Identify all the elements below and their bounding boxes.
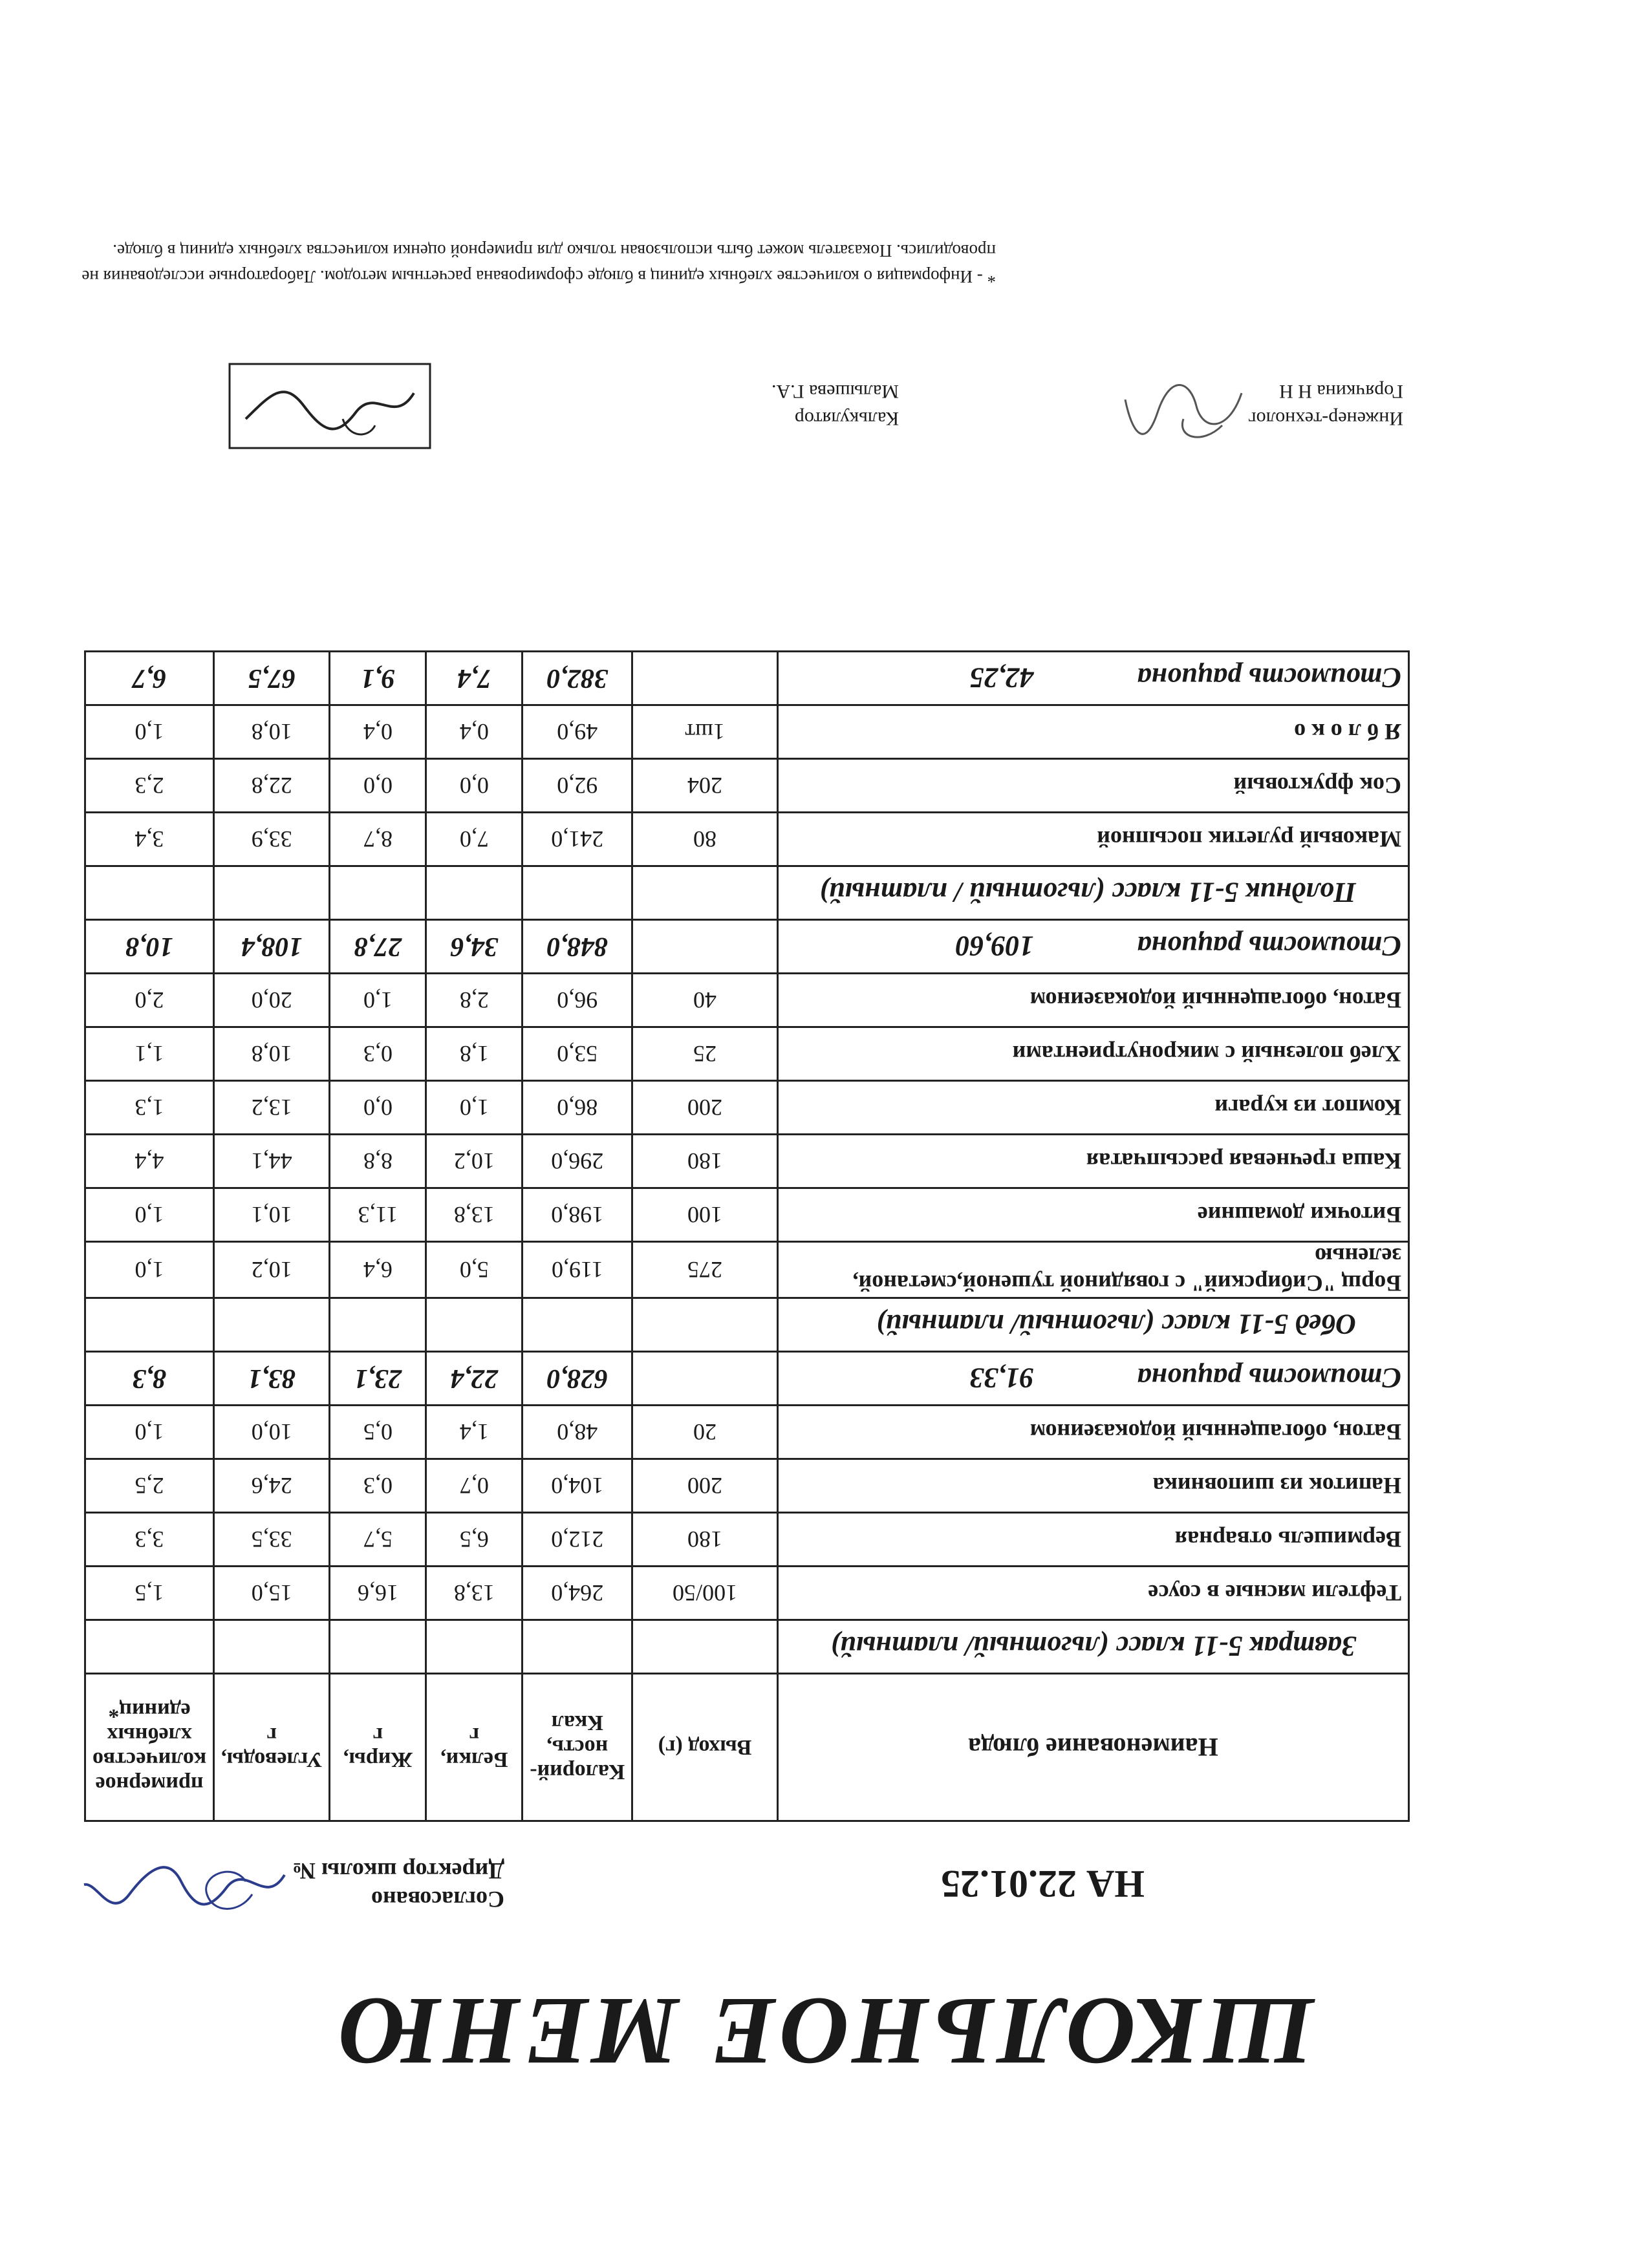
- approval-block: [292, 1857, 504, 1914]
- dish-xe: 1,0: [85, 1242, 214, 1298]
- dish-protein: 10,2: [426, 1135, 523, 1188]
- dish-output: 204: [632, 759, 778, 813]
- dish-carbs: 33,9: [214, 813, 330, 866]
- table-row: [85, 1188, 1409, 1242]
- empty-cell: [426, 1620, 523, 1674]
- total-kcal: 382,0: [523, 652, 632, 705]
- total-carbs: 83,1: [214, 1352, 330, 1406]
- dish-carbs: 10,8: [214, 1027, 330, 1081]
- dish-xe: 1,0: [85, 1188, 214, 1242]
- total-label-text: Стоимость рациона: [1137, 1362, 1401, 1395]
- dish-output: 100: [632, 1188, 778, 1242]
- empty-cell: [85, 1620, 214, 1674]
- dish-output: 275: [632, 1242, 778, 1298]
- total-row: [85, 652, 1409, 705]
- dish-fat: 5,7: [330, 1513, 426, 1567]
- header-fat: Жиры, г: [330, 1674, 426, 1821]
- table-row: [85, 1135, 1409, 1188]
- empty-cell: [426, 866, 523, 920]
- table-row: [85, 1027, 1409, 1081]
- dish-carbs: 44,1: [214, 1135, 330, 1188]
- dish-xe: 2,5: [85, 1459, 214, 1513]
- dish-xe: 1,3: [85, 1081, 214, 1135]
- total-protein: 34,6: [426, 920, 523, 974]
- table-row: [85, 1242, 1409, 1298]
- empty-cell: [523, 1620, 632, 1674]
- dish-output: 200: [632, 1459, 778, 1513]
- table-row: [85, 1567, 1409, 1620]
- dish-fat: 6,4: [330, 1242, 426, 1298]
- empty-cell: [523, 1298, 632, 1352]
- empty-cell: [85, 866, 214, 920]
- section-title: Завтрак 5-11 класс (льготный/ платный): [777, 1620, 1408, 1674]
- approval-director-label: Директор школы №: [292, 1858, 504, 1884]
- header-bread-units: примерное количество хлебных единиц*: [85, 1674, 214, 1821]
- empty-cell: [632, 920, 778, 974]
- header-output: Выход (г): [632, 1674, 778, 1821]
- total-fat: 27,8: [330, 920, 426, 974]
- dish-carbs: 15,0: [214, 1567, 330, 1620]
- dish-kcal: 86,0: [523, 1081, 632, 1135]
- table-row: [85, 759, 1409, 813]
- dish-carbs: 24,6: [214, 1459, 330, 1513]
- dish-name: Вермишель отварная: [777, 1513, 1408, 1567]
- dish-fat: 0,5: [330, 1406, 426, 1459]
- calculator-name: Малышева Г.А.: [771, 381, 899, 402]
- section-row: [85, 1298, 1409, 1352]
- dish-fat: 11,3: [330, 1188, 426, 1242]
- dish-fat: 0,3: [330, 1027, 426, 1081]
- total-fat: 23,1: [330, 1352, 426, 1406]
- total-label-text: Стоимость рациона: [1137, 930, 1401, 963]
- total-label: [777, 1352, 1408, 1406]
- dish-protein: 1,0: [426, 1081, 523, 1135]
- empty-cell: [632, 1352, 778, 1406]
- dish-fat: 1,0: [330, 974, 426, 1027]
- dish-output: 80: [632, 813, 778, 866]
- dish-carbs: 20,0: [214, 974, 330, 1027]
- dish-xe: 3,4: [85, 813, 214, 866]
- dish-carbs: 13,2: [214, 1081, 330, 1135]
- dish-kcal: 264,0: [523, 1567, 632, 1620]
- dish-kcal: 119,0: [523, 1242, 632, 1298]
- empty-cell: [426, 1298, 523, 1352]
- empty-cell: [632, 1620, 778, 1674]
- dish-name: Я б л о к о: [777, 705, 1408, 759]
- dish-protein: 0,4: [426, 705, 523, 759]
- empty-cell: [632, 866, 778, 920]
- dish-carbs: 10,0: [214, 1406, 330, 1459]
- dish-name: Биточки домашние: [777, 1188, 1408, 1242]
- dish-carbs: 10,2: [214, 1242, 330, 1298]
- dish-kcal: 104,0: [523, 1459, 632, 1513]
- dish-protein: 5,0: [426, 1242, 523, 1298]
- dish-kcal: 296,0: [523, 1135, 632, 1188]
- dish-protein: 7,0: [426, 813, 523, 866]
- header-carbs: Углеводы, г: [214, 1674, 330, 1821]
- dish-fat: 0,0: [330, 1081, 426, 1135]
- table-row: [85, 1459, 1409, 1513]
- dish-output: 180: [632, 1513, 778, 1567]
- menu-table: [84, 650, 1410, 1822]
- total-cost: 91,33: [969, 1362, 1034, 1395]
- dish-name: Каша гречневая рассыпчатая: [777, 1135, 1408, 1188]
- dish-kcal: 198,0: [523, 1188, 632, 1242]
- total-kcal: 848,0: [523, 920, 632, 974]
- total-xe: 6,7: [85, 652, 214, 705]
- empty-cell: [330, 1298, 426, 1352]
- engineer-signature: [1119, 367, 1248, 445]
- calculator-signature: [226, 361, 433, 451]
- dish-xe: 2,3: [85, 759, 214, 813]
- dish-protein: 1,8: [426, 1027, 523, 1081]
- table-header-row: [85, 1674, 1409, 1821]
- dish-xe: 3,3: [85, 1513, 214, 1567]
- dish-xe: 1,5: [85, 1567, 214, 1620]
- total-cost: 42,25: [969, 662, 1034, 694]
- empty-cell: [632, 652, 778, 705]
- engineer-name: Горячкина Н Н: [1279, 381, 1403, 402]
- empty-cell: [632, 1298, 778, 1352]
- dish-protein: 13,8: [426, 1567, 523, 1620]
- table-row: [85, 1406, 1409, 1459]
- dish-name: Хлеб полезный с микронутриентами: [777, 1027, 1408, 1081]
- menu-table-body: [85, 652, 1409, 1674]
- page-title: ШКОЛЬНОЕ МЕНЮ: [334, 1978, 1315, 2085]
- approval-label: Согласовано: [371, 1887, 504, 1912]
- dish-kcal: 49,0: [523, 705, 632, 759]
- dish-xe: 2,0: [85, 974, 214, 1027]
- total-carbs: 67,5: [214, 652, 330, 705]
- dish-output: 40: [632, 974, 778, 1027]
- header-kcal: Калорий-ность, Ккал: [523, 1674, 632, 1821]
- dish-protein: 0,7: [426, 1459, 523, 1513]
- dish-output: 20: [632, 1406, 778, 1459]
- dish-output: 1шт: [632, 705, 778, 759]
- signers-block: [394, 378, 1403, 432]
- dish-kcal: 212,0: [523, 1513, 632, 1567]
- dish-fat: 8,8: [330, 1135, 426, 1188]
- dish-name: Сок фруктовый: [777, 759, 1408, 813]
- dish-carbs: 10,1: [214, 1188, 330, 1242]
- table-row: [85, 1081, 1409, 1135]
- empty-cell: [214, 866, 330, 920]
- dish-protein: 0,0: [426, 759, 523, 813]
- approval-director: [292, 1857, 504, 1885]
- dish-xe: 1,0: [85, 1406, 214, 1459]
- dish-kcal: 48,0: [523, 1406, 632, 1459]
- dish-output: 180: [632, 1135, 778, 1188]
- dish-protein: 6,5: [426, 1513, 523, 1567]
- dish-name: Борщ "Сибирский" с говядиной тушеной,сметаной, зеленью: [777, 1242, 1408, 1298]
- dish-name: Компот из кураги: [777, 1081, 1408, 1135]
- dish-kcal: 53,0: [523, 1027, 632, 1081]
- calculator-role: Калькулятор: [794, 408, 899, 429]
- dish-carbs: 10,8: [214, 705, 330, 759]
- empty-cell: [330, 866, 426, 920]
- menu-date: НА 22.01.25: [941, 1863, 1145, 1905]
- total-fat: 9,1: [330, 652, 426, 705]
- dish-fat: 0,4: [330, 705, 426, 759]
- total-xe: 10,8: [85, 920, 214, 974]
- dish-kcal: 241,0: [523, 813, 632, 866]
- dish-name: Напиток из шиповника: [777, 1459, 1408, 1513]
- section-title: Обед 5-11 класс (льготный/ платный): [777, 1298, 1408, 1352]
- footnote: * - Информация о количестве хлебных единиц в блюде сформирована расчетным методом. Лабораторные исследования не проводились. Показатель может быть использован только для примерной оценки количества хлебных единиц в блюде.: [81, 241, 996, 286]
- total-carbs: 108,4: [214, 920, 330, 974]
- dish-xe: 4,4: [85, 1135, 214, 1188]
- total-row: [85, 1352, 1409, 1406]
- total-kcal: 628,0: [523, 1352, 632, 1406]
- table-row: [85, 1513, 1409, 1567]
- table-row: [85, 813, 1409, 866]
- dish-kcal: 92,0: [523, 759, 632, 813]
- empty-cell: [330, 1620, 426, 1674]
- dish-xe: 1,1: [85, 1027, 214, 1081]
- section-title: Полдник 5-11 класс (льготный / платный): [777, 866, 1408, 920]
- total-cost: 109,60: [955, 930, 1034, 963]
- dish-carbs: 33,5: [214, 1513, 330, 1567]
- table-row: [85, 705, 1409, 759]
- total-xe: 8,3: [85, 1352, 214, 1406]
- dish-name: Батон, обогащенный йодоказеином: [777, 1406, 1408, 1459]
- dish-fat: 8,7: [330, 813, 426, 866]
- dish-fat: 0,0: [330, 759, 426, 813]
- dish-protein: 2,8: [426, 974, 523, 1027]
- header-protein: Белки, г: [426, 1674, 523, 1821]
- total-label-text: Стоимость рациона: [1137, 662, 1401, 694]
- dish-fat: 0,3: [330, 1459, 426, 1513]
- dish-kcal: 96,0: [523, 974, 632, 1027]
- table-row: [85, 974, 1409, 1027]
- director-signature: [78, 1849, 291, 1920]
- section-row: [85, 866, 1409, 920]
- dish-protein: 13,8: [426, 1188, 523, 1242]
- section-row: [85, 1620, 1409, 1674]
- total-protein: 22,4: [426, 1352, 523, 1406]
- dish-carbs: 22,8: [214, 759, 330, 813]
- dish-name: Тефтели мясные в соусе: [777, 1567, 1408, 1620]
- dish-fat: 16,6: [330, 1567, 426, 1620]
- total-label: [777, 920, 1408, 974]
- header-name: Наименование блюда: [777, 1674, 1408, 1821]
- dish-name: Батон, обогащенный йодоказеином: [777, 974, 1408, 1027]
- dish-xe: 1,0: [85, 705, 214, 759]
- engineer-role: Инженер-технолог: [1248, 408, 1403, 429]
- empty-cell: [214, 1298, 330, 1352]
- total-row: [85, 920, 1409, 974]
- dish-output: 25: [632, 1027, 778, 1081]
- empty-cell: [85, 1298, 214, 1352]
- empty-cell: [523, 866, 632, 920]
- dish-name: Маковый рулетик посыпной: [777, 813, 1408, 866]
- empty-cell: [214, 1620, 330, 1674]
- dish-output: 100/50: [632, 1567, 778, 1620]
- total-protein: 7,4: [426, 652, 523, 705]
- dish-output: 200: [632, 1081, 778, 1135]
- total-label: [777, 652, 1408, 705]
- dish-protein: 1,4: [426, 1406, 523, 1459]
